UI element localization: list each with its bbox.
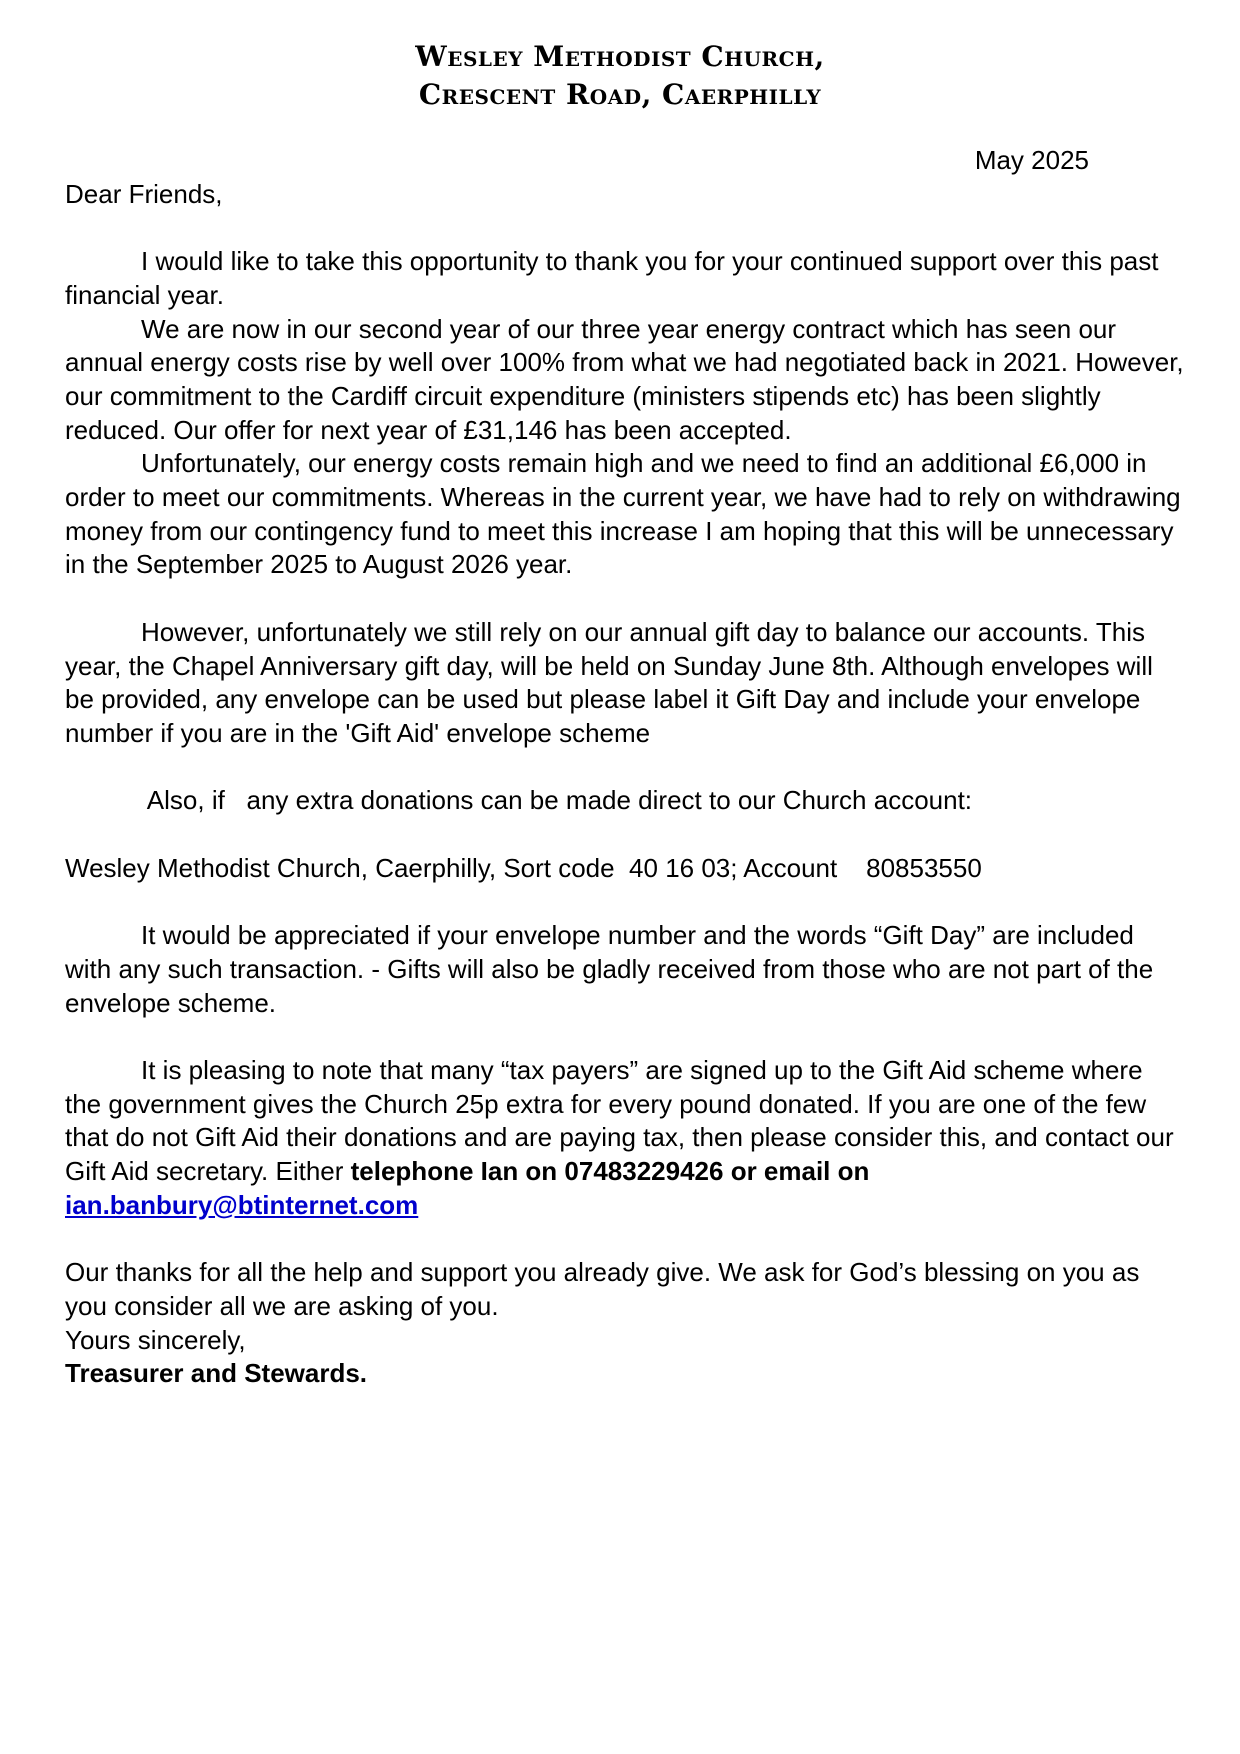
spacer [65,818,1185,852]
paragraph-gift-aid [65,1054,1185,1223]
spacer [65,751,1185,785]
spacer [65,1222,1185,1256]
letterhead [0,38,1240,114]
paragraph-transaction-note: It would be appreciated if your envelope number and the words “Gift Day” are included with any such transaction. - Gifts will also be gladly received from those who are not part of the envelope scheme. [65,920,1154,1018]
letter-body [65,144,1185,1391]
paragraph-thanks: I would like to take this opportunity to thank you for your continued support over this past financial year. [65,246,1159,310]
spacer [65,211,1185,245]
letterhead-address: Crescent Road, Caerphilly [418,78,822,111]
paragraph-energy-costs: Unfortunately, our energy costs remain high and we need to find an additional £6,000 in order to meet our commitments. Whereas in the current year, we have had to rely on withdrawing money from our contingency fund to meet this increase I am hoping that this will be unnecessary in the September 2025 to August 2026 year. [65,448,1181,580]
paragraph-extra-donations: Also, if any extra donations can be made direct to our Church account: [141,785,973,816]
bank-account-details: Wesley Methodist Church, Caerphilly, Sort code 40 16 03; Account 80853550 [65,852,982,883]
letter-date: May 2025 [974,145,1089,175]
gift-aid-text: It is pleasing to note that many “tax payers” are signed up to the Gift Aid scheme where the government gives the Church 25p extra for every pound donated. If you are one of the few that do not Gift Aid their donations and are paying tax, then please consider this, and contact our Gift Aid secretary. Either [65,1054,1174,1186]
spacer [65,1020,1185,1054]
signoff: Yours sincerely, [65,1324,246,1355]
letterhead-church-name: Wesley Methodist Church, [415,40,825,73]
paragraph-closing: Our thanks for all the help and support you already give. We ask for God’s blessing on you as you consider all we are asking of you. [65,1257,1140,1321]
paragraph-gift-day: However, unfortunately we still rely on our annual gift day to balance our accounts. This year, the Chapel Anniversary gift day, will be held on Sunday June 8th. Although envelopes will be provided, any envelope can be used but please label it Gift Day and include your envelope number if you are in the 'Gift Aid' envelope scheme [65,616,1153,748]
spacer [65,885,1185,919]
signature: Treasurer and Stewards. [65,1358,368,1389]
email-link[interactable]: ian.banbury@btinternet.com [65,1189,419,1220]
gift-aid-contact: telephone Ian on 07483229426 or email on [350,1156,870,1186]
paragraph-energy-contract: We are now in our second year of our three year energy contract which has seen our annual energy costs rise by well over 100% from what we had negotiated back in 2021. However, our commitment to the Cardiff circuit expenditure (ministers stipends etc) has been slightly reduced. Our offer for next year of £31,146 has been accepted. [65,313,1184,445]
salutation: Dear Friends, [65,178,223,209]
spacer [65,582,1185,616]
